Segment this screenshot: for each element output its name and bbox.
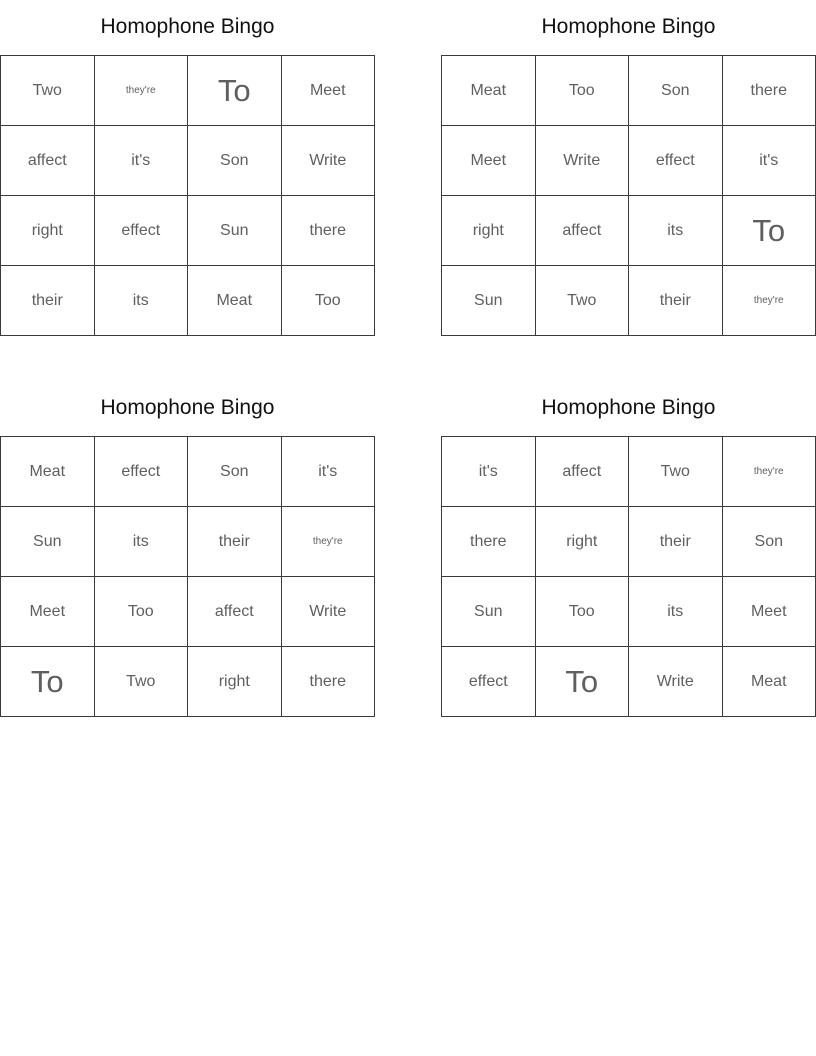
bingo-cell: effect [442, 647, 536, 717]
grid-row [1, 196, 375, 266]
bingo-cell: right [535, 507, 629, 577]
bingo-cell: they're [94, 56, 188, 126]
card-title: Homophone Bingo [541, 15, 716, 38]
bingo-cell: affect [188, 577, 282, 647]
bingo-cell: Meet [442, 126, 536, 196]
bingo-cell: To [1, 647, 95, 717]
bingo-grid [441, 55, 816, 336]
bingo-cell: right [442, 196, 536, 266]
bingo-cell: they're [722, 266, 816, 336]
grid-row [442, 196, 816, 266]
bingo-cell: Write [281, 126, 375, 196]
bingo-cell: it's [281, 437, 375, 507]
bingo-cell: right [1, 196, 95, 266]
bingo-cell: affect [1, 126, 95, 196]
bingo-cell: Meet [1, 577, 95, 647]
bingo-cell: Too [535, 577, 629, 647]
bingo-cell: effect [94, 437, 188, 507]
card-title: Homophone Bingo [100, 396, 275, 419]
bingo-cell: Two [1, 56, 95, 126]
bingo-grid [441, 436, 816, 717]
grid-row [442, 437, 816, 507]
bingo-grid [0, 55, 375, 336]
bingo-cell: Son [629, 56, 723, 126]
bingo-cell: Meet [722, 577, 816, 647]
bingo-cell: its [629, 577, 723, 647]
bingo-cell: affect [535, 196, 629, 266]
bingo-cell: it's [722, 126, 816, 196]
grid-row [442, 126, 816, 196]
grid-row [1, 126, 375, 196]
grid-row [1, 437, 375, 507]
bingo-cell: effect [94, 196, 188, 266]
bingo-cell: right [188, 647, 282, 717]
bingo-cell: their [629, 507, 723, 577]
grid-row [442, 266, 816, 336]
bingo-cell: Sun [442, 266, 536, 336]
bingo-cell: their [1, 266, 95, 336]
bingo-cell: they're [281, 507, 375, 577]
bingo-card [441, 8, 816, 336]
bingo-cell: Son [722, 507, 816, 577]
bingo-cell: Meat [188, 266, 282, 336]
bingo-cell: Meat [722, 647, 816, 717]
grid-row [1, 577, 375, 647]
bingo-cell: it's [442, 437, 536, 507]
bingo-cell: Two [94, 647, 188, 717]
bingo-cell: Sun [1, 507, 95, 577]
grid-row [1, 266, 375, 336]
bingo-cell: effect [629, 126, 723, 196]
bingo-cell: Write [629, 647, 723, 717]
grid-row [442, 56, 816, 126]
grid-row [442, 507, 816, 577]
bingo-card [441, 389, 816, 717]
bingo-cell: Son [188, 126, 282, 196]
card-title: Homophone Bingo [100, 15, 275, 38]
grid-row [1, 647, 375, 717]
bingo-cell: Two [535, 266, 629, 336]
card-title: Homophone Bingo [541, 396, 716, 419]
bingo-cell: there [281, 647, 375, 717]
bingo-cell: Write [535, 126, 629, 196]
bingo-cell: Too [94, 577, 188, 647]
bingo-cell: its [629, 196, 723, 266]
bingo-cell: To [188, 56, 282, 126]
bingo-cell: their [629, 266, 723, 336]
bingo-cell: To [535, 647, 629, 717]
bingo-cell: its [94, 507, 188, 577]
bingo-cell: Sun [442, 577, 536, 647]
bingo-cell: Too [535, 56, 629, 126]
bingo-grid [0, 436, 375, 717]
grid-row [1, 56, 375, 126]
grid-row [442, 577, 816, 647]
grid-row [1, 507, 375, 577]
bingo-cell: Meat [1, 437, 95, 507]
grid-row [442, 647, 816, 717]
bingo-cell: affect [535, 437, 629, 507]
bingo-cell: there [722, 56, 816, 126]
bingo-cell: Meat [442, 56, 536, 126]
bingo-cell: there [281, 196, 375, 266]
bingo-card [0, 389, 375, 717]
bingo-cell: their [188, 507, 282, 577]
bingo-card [0, 8, 375, 336]
bingo-cell: it's [94, 126, 188, 196]
bingo-cell: To [722, 196, 816, 266]
bingo-cell: its [94, 266, 188, 336]
bingo-cell: there [442, 507, 536, 577]
bingo-cell: Write [281, 577, 375, 647]
bingo-cell: Son [188, 437, 282, 507]
bingo-cell: Meet [281, 56, 375, 126]
bingo-cell: Too [281, 266, 375, 336]
bingo-cell: they're [722, 437, 816, 507]
bingo-cell: Two [629, 437, 723, 507]
bingo-cell: Sun [188, 196, 282, 266]
